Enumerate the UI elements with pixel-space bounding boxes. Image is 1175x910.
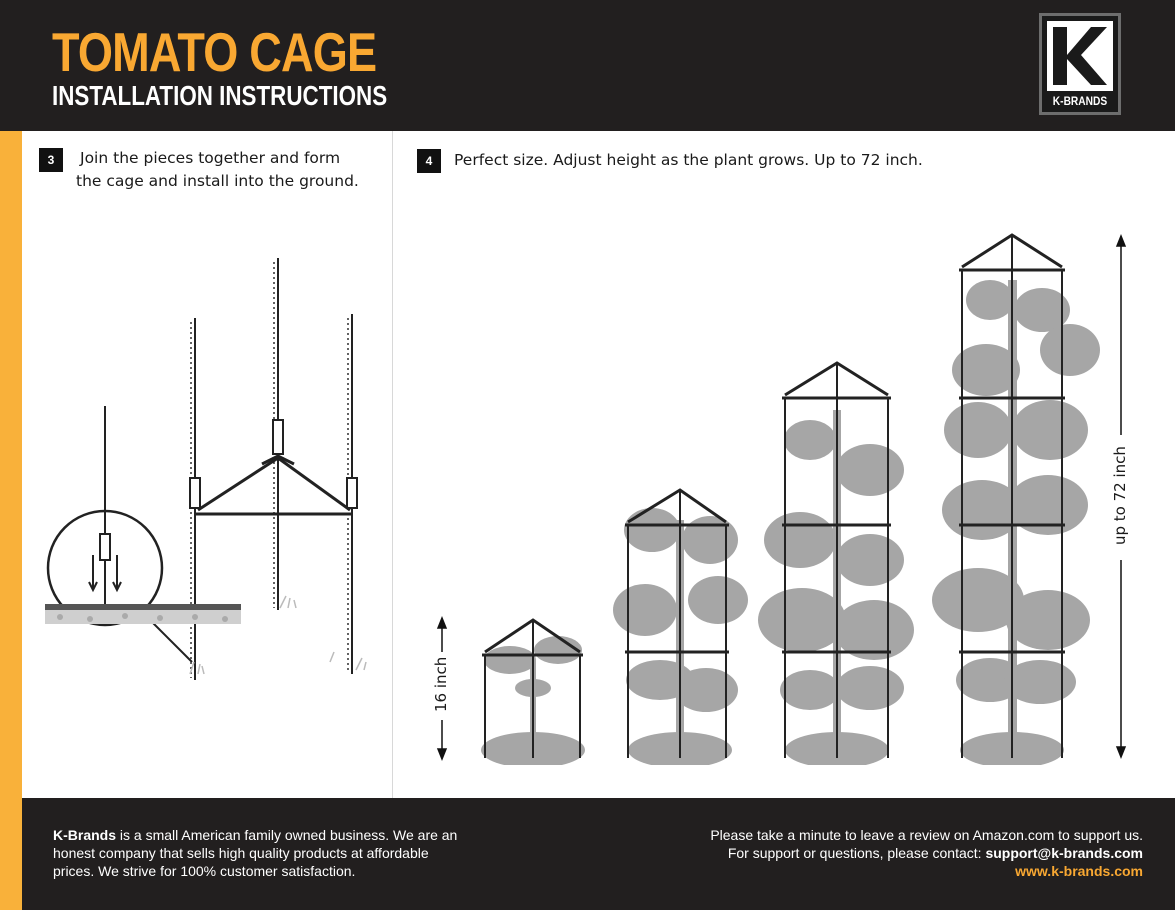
brand-name: K-Brands [53, 827, 117, 843]
company-about [53, 826, 493, 880]
page-title: TOMATO CAGE [52, 21, 377, 83]
contact-prefix: For support or questions, please contact: [727, 845, 986, 861]
step-3-line1: Join the pieces together and form [80, 149, 341, 167]
website-link[interactable]: www.k-brands.com [1015, 863, 1143, 879]
cage-growth-stages-illustration [430, 220, 1150, 765]
review-request: Please take a minute to leave a review on Amazon.com to support us. [710, 827, 1143, 843]
about-line-3: prices. We strive for 100% customer satisfaction. [53, 863, 356, 879]
assembled-cage-illustration [30, 250, 380, 690]
header-banner [0, 0, 1175, 131]
step-4-number: 4 [417, 149, 441, 173]
page-subtitle: INSTALLATION INSTRUCTIONS [52, 80, 388, 111]
support-info [623, 826, 1143, 880]
step-4-text: Perfect size. Adjust height as the plant grows. Up to 72 inch. [454, 151, 923, 169]
logo-text: K-BRANDS [1052, 94, 1108, 108]
accent-sidebar [0, 131, 22, 910]
about-line-2: honest company that sells high quality products at affordable [53, 845, 429, 861]
column-divider [392, 131, 393, 798]
min-height-label: 16 inch [432, 656, 450, 712]
footer [22, 798, 1175, 910]
about-line-1: is a small American family owned business. We are an [116, 827, 458, 843]
support-email-link[interactable]: support@k-brands.com [985, 845, 1143, 861]
k-logo-icon [1047, 21, 1113, 91]
step-3-text [76, 147, 359, 193]
max-height-label: up to 72 inch [1111, 446, 1129, 545]
step-3-line2: the cage and install into the ground. [76, 172, 359, 190]
k-brands-logo [1039, 13, 1121, 115]
step-3-number: 3 [39, 148, 63, 172]
